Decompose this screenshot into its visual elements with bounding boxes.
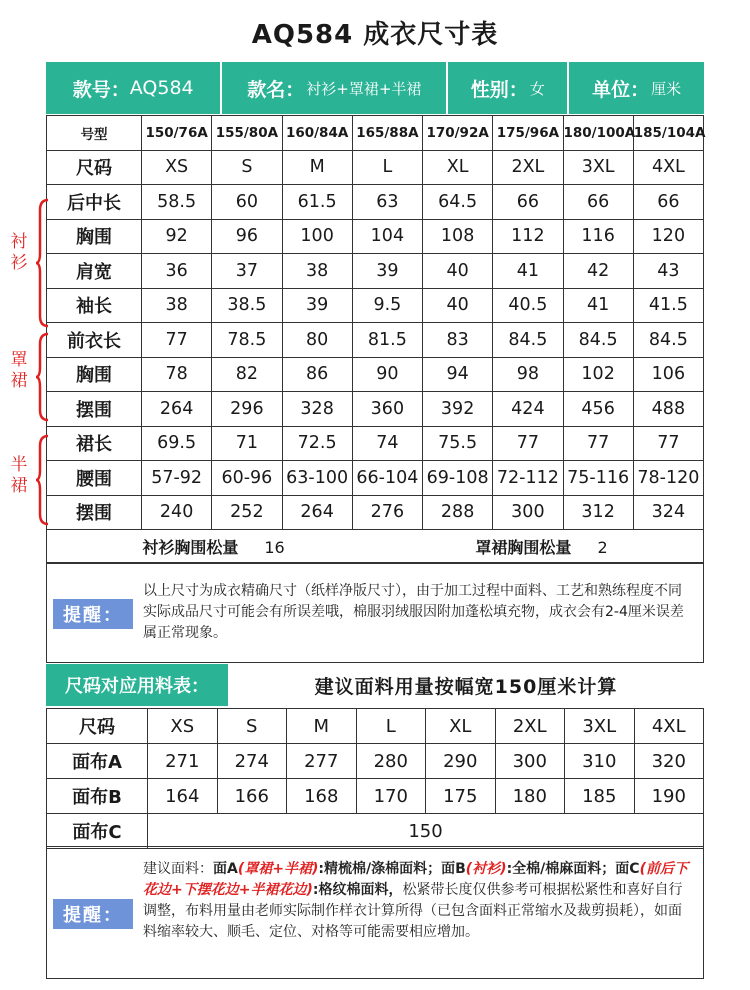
unit-cell	[569, 62, 704, 114]
size-cell: 165/88A	[352, 116, 422, 151]
size-cell: 288	[423, 495, 493, 530]
size-cell: 40.5	[493, 288, 563, 323]
cover-ease-label: 罩裙胸围松量	[475, 537, 572, 557]
group-label-cover-skirt	[0, 350, 38, 392]
size-cell: 77	[563, 426, 633, 461]
reminder-button-1: 提醒：	[53, 599, 133, 629]
style-no-value: AQ584	[129, 77, 194, 99]
size-cell: S	[212, 150, 282, 185]
unit-value: 厘米	[651, 79, 682, 98]
fabric-cell: 320	[634, 744, 704, 779]
size-cell: 296	[212, 392, 282, 427]
r2-c-label: 面C	[615, 861, 640, 877]
size-cell: XS	[142, 150, 212, 185]
cover-ease	[475, 535, 607, 558]
size-cell: 3XL	[563, 150, 633, 185]
size-cell: 43	[633, 254, 703, 289]
r2-a-text: :精梳棉/涤棉面料；	[318, 861, 442, 877]
size-row-label: 腰围	[47, 461, 142, 496]
fabric-row-c	[47, 814, 704, 849]
size-cell: 42	[563, 254, 633, 289]
size-cell: 41	[563, 288, 633, 323]
fabric-size-label: 尺码	[47, 709, 148, 744]
size-row	[47, 219, 704, 254]
size-cell: 360	[352, 392, 422, 427]
size-cell: 77	[493, 426, 563, 461]
size-cell: 300	[493, 495, 563, 530]
style-no-label: 款号：	[72, 78, 130, 101]
size-row-label: 裙长	[47, 426, 142, 461]
size-row	[47, 426, 704, 461]
size-cell: 488	[633, 392, 703, 427]
size-cell: 40	[423, 254, 493, 289]
size-cell: 63	[352, 185, 422, 220]
style-name-cell	[222, 62, 448, 114]
size-cell: 77	[633, 426, 703, 461]
size-cell: 98	[493, 357, 563, 392]
fabric-size-cell: 3XL	[565, 709, 635, 744]
size-row	[47, 254, 704, 289]
style-name-label: 款名：	[247, 78, 305, 101]
size-cell: 38	[282, 254, 352, 289]
size-cell: 175/96A	[493, 116, 563, 151]
r2-a-label: 面A	[213, 861, 238, 877]
size-cell: 264	[142, 392, 212, 427]
size-cell: 96	[212, 219, 282, 254]
size-cell: 41	[493, 254, 563, 289]
size-cell: 240	[142, 495, 212, 530]
size-row	[47, 185, 704, 220]
fabric-size-cell: 2XL	[495, 709, 565, 744]
size-cell: 81.5	[352, 323, 422, 358]
r2-c-note: (前后下花边+下摆花边+半裙花边)	[143, 861, 688, 898]
size-cell: 60-96	[212, 461, 282, 496]
size-cell: 38.5	[212, 288, 282, 323]
size-cell: 86	[282, 357, 352, 392]
size-cell: 2XL	[493, 150, 563, 185]
size-table	[46, 115, 704, 563]
fabric-tag: 尺码对应用料表：	[46, 664, 228, 706]
group-label-half-skirt	[0, 455, 38, 497]
size-cell: 36	[142, 254, 212, 289]
r2-b-text: :全棉/棉麻面料；	[506, 861, 616, 877]
size-cell: 66	[563, 185, 633, 220]
size-row-label: 摆围	[47, 392, 142, 427]
fabric-size-cell: XL	[426, 709, 496, 744]
size-row	[47, 150, 704, 185]
size-cell: 58.5	[142, 185, 212, 220]
size-row-label: 肩宽	[47, 254, 142, 289]
size-cell: 69.5	[142, 426, 212, 461]
size-cell: 106	[633, 357, 703, 392]
size-cell: 160/84A	[282, 116, 352, 151]
fabric-size-cell: S	[217, 709, 287, 744]
r2-b-note: (衬衫)	[465, 861, 507, 877]
size-cell: 100	[282, 219, 352, 254]
size-cell: 4XL	[633, 150, 703, 185]
size-cell: 328	[282, 392, 352, 427]
size-cell: 74	[352, 426, 422, 461]
fabric-cell: 175	[426, 779, 496, 814]
shirt-ease	[142, 535, 284, 558]
size-cell: 82	[212, 357, 282, 392]
size-cell: 78	[142, 357, 212, 392]
fabric-cell: 290	[426, 744, 496, 779]
size-cell: 83	[423, 323, 493, 358]
size-cell: 108	[423, 219, 493, 254]
size-cell: 84.5	[633, 323, 703, 358]
brace-cover-skirt	[36, 332, 50, 422]
size-row	[47, 495, 704, 530]
size-row	[47, 461, 704, 496]
group-label-cover-skirt-text: 罩裙	[10, 350, 28, 391]
size-cell: 456	[563, 392, 633, 427]
size-cell: 276	[352, 495, 422, 530]
fabric-cell: 180	[495, 779, 565, 814]
size-row-label: 尺码	[47, 150, 142, 185]
size-cell: 94	[423, 357, 493, 392]
size-row-label: 胸围	[47, 357, 142, 392]
size-cell: 75-116	[563, 461, 633, 496]
size-cell: 90	[352, 357, 422, 392]
fabric-cell: 310	[565, 744, 635, 779]
size-cell: 170/92A	[423, 116, 493, 151]
fabric-cell: 271	[148, 744, 218, 779]
fabric-row-c-label: 面布C	[47, 814, 148, 849]
gender-cell	[448, 62, 569, 114]
fabric-cell: 168	[287, 779, 357, 814]
size-cell: 264	[282, 495, 352, 530]
brace-shirt	[36, 198, 50, 328]
size-row	[47, 392, 704, 427]
size-cell: 120	[633, 219, 703, 254]
size-cell: 38	[142, 288, 212, 323]
reminder-button-2: 提醒：	[53, 899, 133, 929]
group-label-half-skirt-text: 半裙	[10, 455, 28, 496]
size-row	[47, 357, 704, 392]
size-cell: XL	[423, 150, 493, 185]
fabric-row	[47, 779, 704, 814]
size-cell: 61.5	[282, 185, 352, 220]
reminder-box-2	[46, 846, 704, 979]
fabric-table	[46, 708, 704, 849]
size-cell: 185/104A	[633, 116, 703, 151]
size-cell: 252	[212, 495, 282, 530]
size-cell: 63-100	[282, 461, 352, 496]
size-cell: 78.5	[212, 323, 282, 358]
fabric-row-label: 面布B	[47, 779, 148, 814]
fabric-size-cell: 4XL	[634, 709, 704, 744]
fabric-row	[47, 744, 704, 779]
fabric-cell: 185	[565, 779, 635, 814]
size-row-label: 号型	[47, 116, 142, 151]
size-row	[47, 288, 704, 323]
size-cell: 77	[142, 323, 212, 358]
size-cell: 66	[493, 185, 563, 220]
fabric-size-cell: XS	[148, 709, 218, 744]
size-cell: 69-108	[423, 461, 493, 496]
style-header-bar	[46, 62, 704, 114]
fabric-header-row	[47, 709, 704, 744]
style-name-value: 衬衫+罩裙+半裙	[306, 79, 422, 98]
page-title: AQ584 成衣尺寸表	[251, 20, 499, 50]
size-cell: 312	[563, 495, 633, 530]
size-cell: 37	[212, 254, 282, 289]
size-cell: 39	[352, 254, 422, 289]
size-cell: 41.5	[633, 288, 703, 323]
size-cell: 112	[493, 219, 563, 254]
style-no-cell	[46, 62, 222, 114]
size-cell: 392	[423, 392, 493, 427]
fabric-header	[46, 664, 704, 706]
cover-ease-value: 2	[597, 537, 608, 557]
size-cell: 40	[423, 288, 493, 323]
size-cell: 75.5	[423, 426, 493, 461]
size-cell: 57-92	[142, 461, 212, 496]
fabric-cell: 190	[634, 779, 704, 814]
size-cell: 104	[352, 219, 422, 254]
fabric-cell: 164	[148, 779, 218, 814]
size-cell: 424	[493, 392, 563, 427]
size-cell: 180/100A	[563, 116, 633, 151]
r2-a-note: (罩裙+半裙)	[237, 861, 319, 877]
fabric-size-cell: M	[287, 709, 357, 744]
size-row-label: 摆围	[47, 495, 142, 530]
size-row	[47, 116, 704, 151]
gender-label: 性别：	[470, 78, 528, 101]
fabric-note: 建议面料用量按幅宽150厘米计算	[314, 675, 618, 698]
size-cell: 71	[212, 426, 282, 461]
fabric-cell: 166	[217, 779, 287, 814]
fabric-cell: 277	[287, 744, 357, 779]
size-row-label: 前衣长	[47, 323, 142, 358]
fabric-row-label: 面布A	[47, 744, 148, 779]
group-label-shirt	[0, 232, 38, 274]
size-cell: 102	[563, 357, 633, 392]
size-cell: 66	[633, 185, 703, 220]
size-cell: 78-120	[633, 461, 703, 496]
brace-half-skirt	[36, 434, 50, 526]
r2-b-label: 面B	[441, 861, 466, 877]
size-cell: 324	[633, 495, 703, 530]
size-cell: 84.5	[493, 323, 563, 358]
size-cell: 66-104	[352, 461, 422, 496]
reminder-box-1	[46, 563, 704, 663]
size-cell: 39	[282, 288, 352, 323]
size-row-label: 袖长	[47, 288, 142, 323]
gender-value: 女	[529, 79, 545, 98]
r2-c-text: :格纹棉面料，	[312, 882, 403, 898]
size-cell: 150/76A	[142, 116, 212, 151]
fabric-cell: 300	[495, 744, 565, 779]
reminder-text-2	[143, 859, 693, 943]
size-cell: 84.5	[563, 323, 633, 358]
reminder-text-1: 以上尺寸为成衣精确尺寸（纸样净版尺寸），由于加工过程中面料、工艺和熟练程度不同实际成品尺寸可能会有所误差哦，棉服羽绒服因附加蓬松填充物，成衣会有2-4厘米误差属正常现象。	[143, 583, 684, 641]
size-cell: 72.5	[282, 426, 352, 461]
size-cell: 9.5	[352, 288, 422, 323]
size-cell: 155/80A	[212, 116, 282, 151]
unit-label: 单位：	[592, 78, 650, 101]
group-label-shirt-text: 衬衫	[10, 232, 28, 273]
r2-rest: 松紧带长度仅供参考可根据松紧性和喜好自行调整，布料用量由老师实际制作样衣计算所得（已包含面料正常缩水及裁剪损耗），如面料缩率较大、顺毛、定位、对格等可能需要相应增加。	[143, 882, 683, 940]
size-cell: 116	[563, 219, 633, 254]
size-cell: 64.5	[423, 185, 493, 220]
size-cell: 80	[282, 323, 352, 358]
shirt-ease-label: 衬衫胸围松量	[142, 537, 239, 557]
fabric-cell: 274	[217, 744, 287, 779]
shirt-ease-value: 16	[264, 537, 285, 557]
r2-p1: 建议面料：	[143, 861, 213, 877]
ease-row	[47, 530, 704, 563]
fabric-cell: 170	[356, 779, 426, 814]
fabric-size-cell: L	[356, 709, 426, 744]
size-row-label: 后中长	[47, 185, 142, 220]
size-cell: 92	[142, 219, 212, 254]
size-cell: M	[282, 150, 352, 185]
fabric-cell: 280	[356, 744, 426, 779]
size-row	[47, 323, 704, 358]
size-cell: 72-112	[493, 461, 563, 496]
size-cell: 60	[212, 185, 282, 220]
size-row-label: 胸围	[47, 219, 142, 254]
fabric-row-c-value: 150	[148, 814, 704, 849]
size-cell: L	[352, 150, 422, 185]
